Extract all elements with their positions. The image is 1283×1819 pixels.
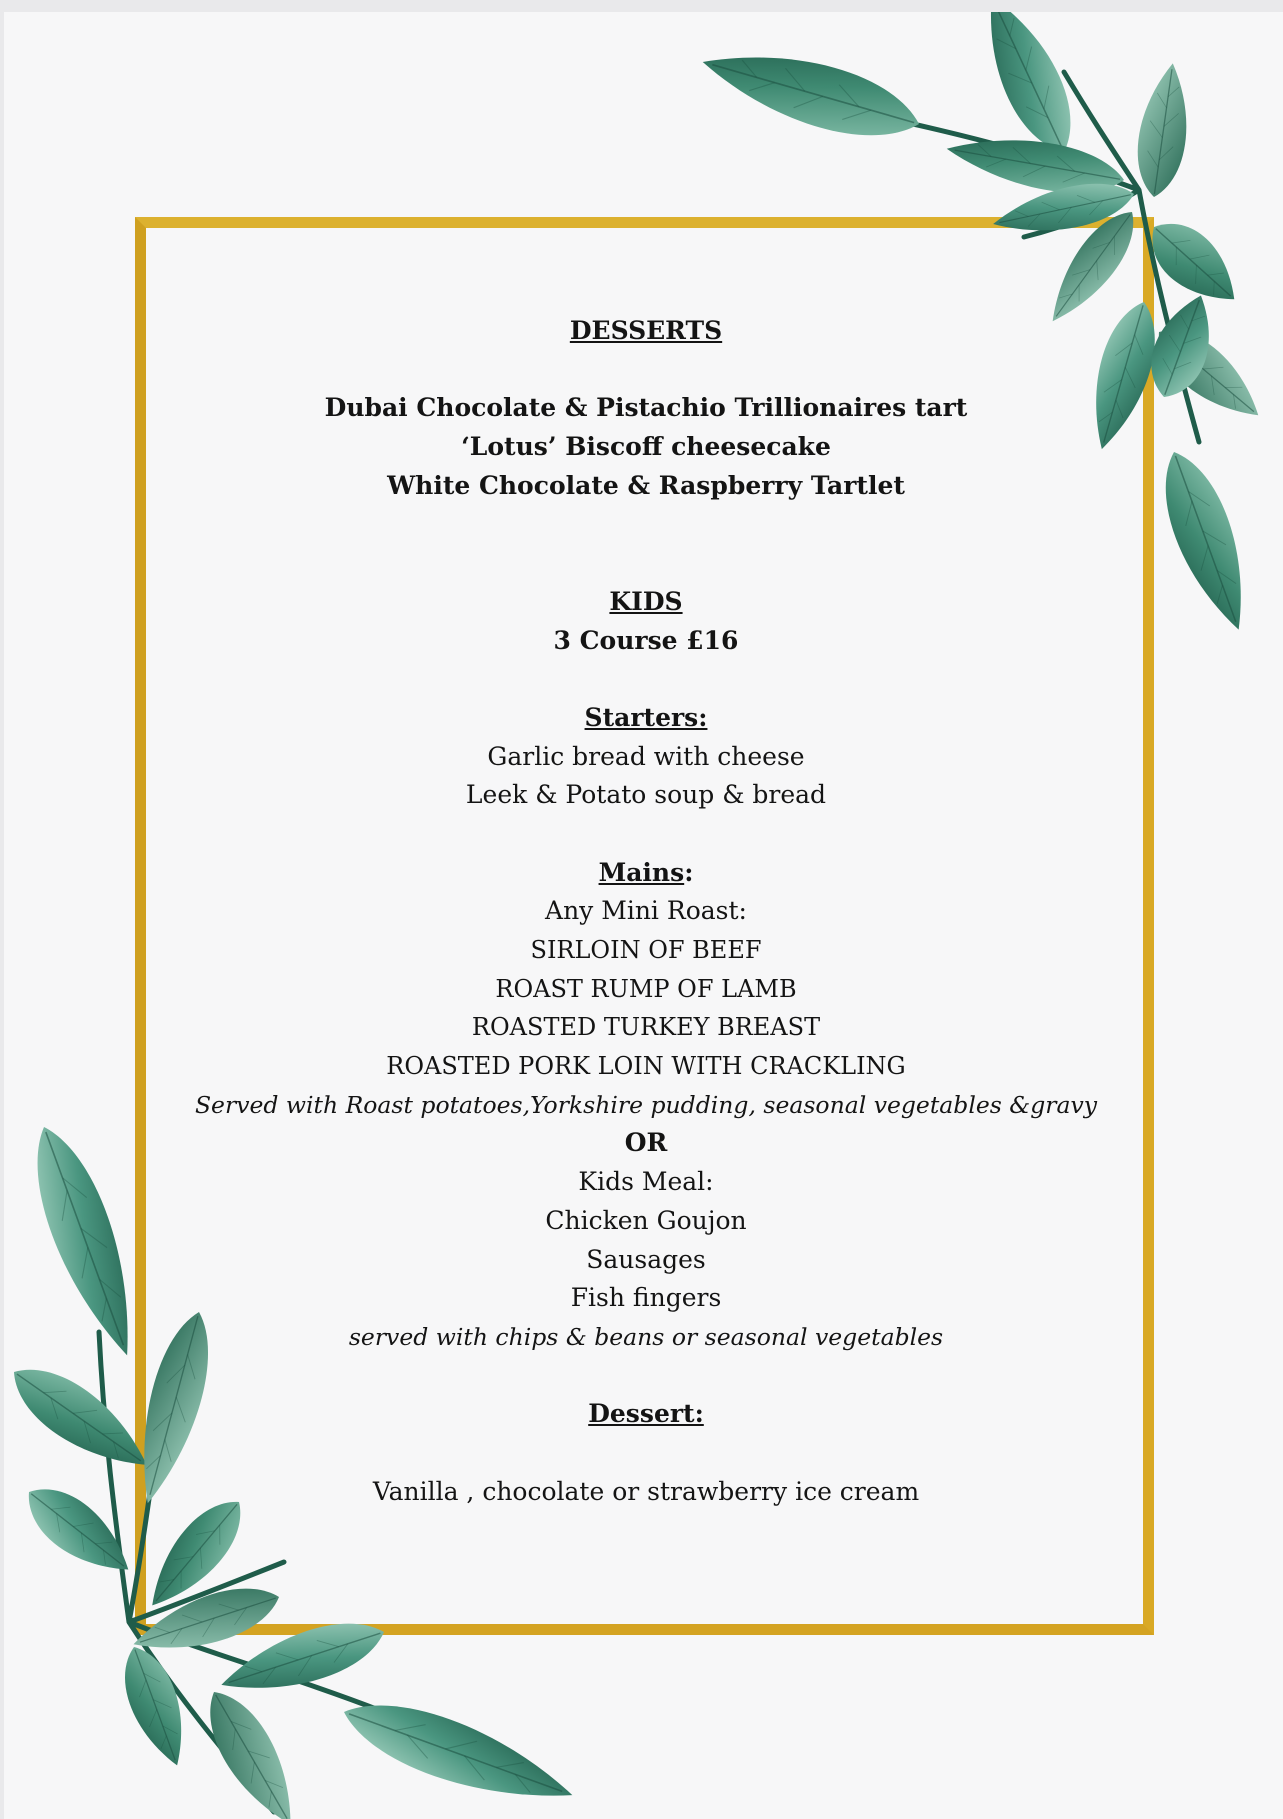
mains-heading-label: Mains (598, 857, 685, 887)
kids-meal-item: Sausages (586, 1244, 706, 1274)
kids-dessert-item: Vanilla , chocolate or strawberry ice cream (372, 1476, 920, 1506)
starter-item: Leek & Potato soup & bread (465, 780, 827, 810)
desserts-heading: DESSERTS (569, 316, 723, 345)
kids-meal-note: served with chips & beans or seasonal vegetables (348, 1322, 944, 1351)
roast-item: ROASTED TURKEY BREAST (471, 1013, 821, 1042)
roast-item: SIRLOIN OF BEEF (530, 936, 762, 965)
kids-heading: KIDS (609, 586, 683, 616)
roast-note: Served with Roast potatoes,Yorkshire pudding, seasonal vegetables &gravy (194, 1090, 1098, 1119)
dessert-item: Dubai Chocolate & Pistachio Trillionaires tart (324, 393, 968, 423)
dessert-item: ‘Lotus’ Biscoff cheesecake (461, 432, 831, 462)
starters-heading: Starters: (584, 702, 708, 732)
kids-dessert-heading: Dessert: (588, 1399, 704, 1429)
starter-item: Garlic bread with cheese (487, 741, 805, 771)
kids-price: 3 Course £16 (553, 625, 739, 655)
mains-heading-colon: : (684, 857, 694, 887)
roast-item: ROASTED PORK LOIN WITH CRACKLING (386, 1052, 906, 1081)
kids-meal-intro: Kids Meal: (578, 1167, 714, 1197)
or-divider: OR (624, 1128, 668, 1158)
kids-meal-item: Chicken Goujon (545, 1205, 747, 1235)
menu-content (164, 312, 1128, 1511)
roast-item: ROAST RUMP OF LAMB (495, 974, 797, 1003)
mains-heading (164, 854, 1128, 893)
menu-page (4, 12, 1283, 1819)
roast-intro: Any Mini Roast: (545, 896, 747, 926)
kids-meal-item: Fish fingers (570, 1283, 722, 1313)
dessert-item: White Chocolate & Raspberry Tartlet (387, 470, 905, 500)
